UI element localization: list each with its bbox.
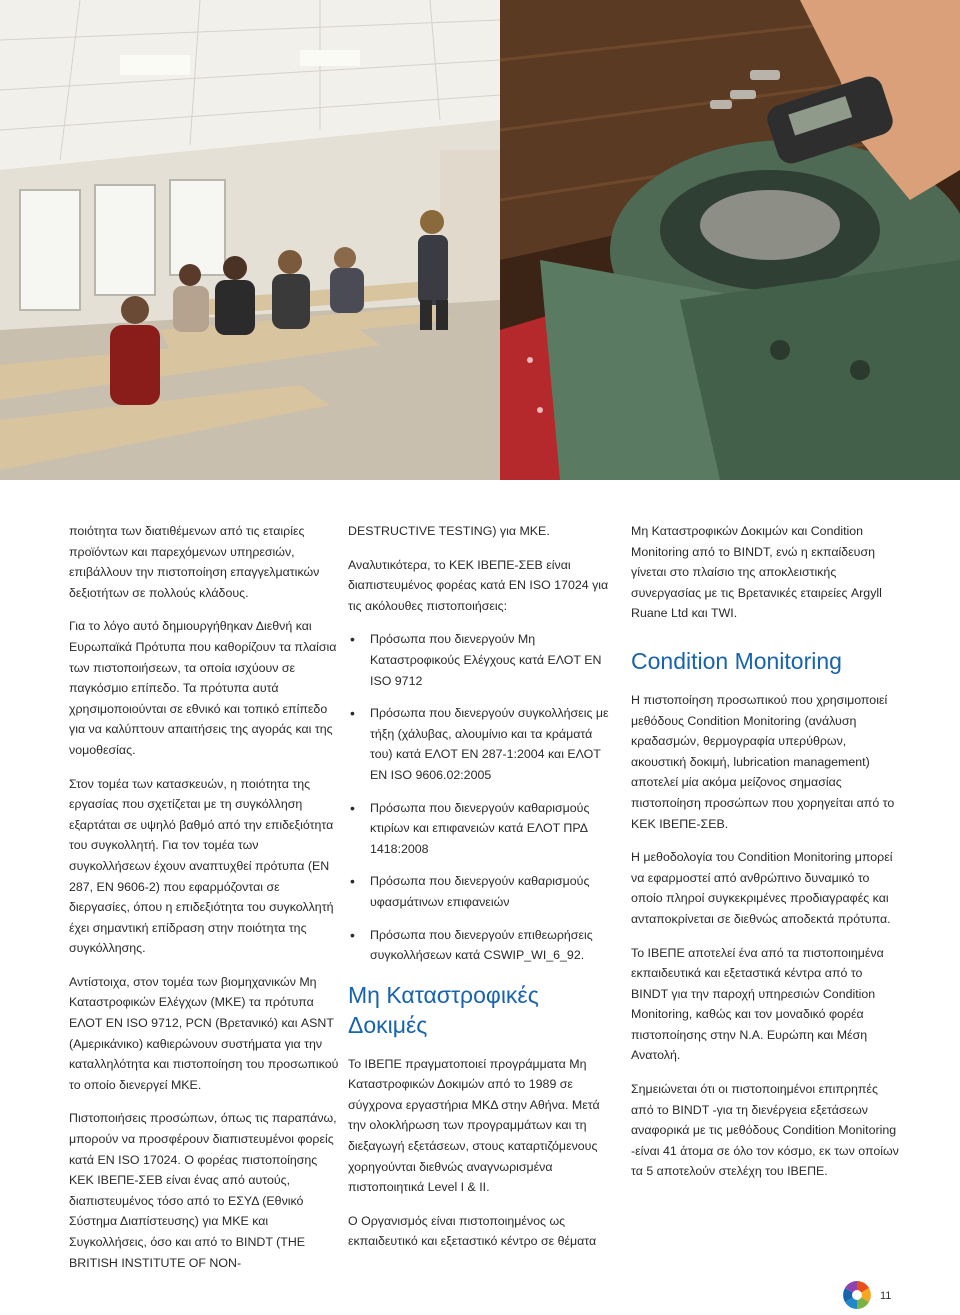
text-column-2 xyxy=(348,521,616,1265)
section-heading-condition-monitoring: Condition Monitoring xyxy=(631,647,842,674)
section-heading-ndt: Μη Καταστροφικές Δοκιμές xyxy=(348,981,539,1038)
text-column-3 xyxy=(631,521,901,1195)
classroom-photo xyxy=(0,0,500,480)
paragraph: Αντίστοιχα, στον τομέα των βιομηχανικών Μη Καταστροφικών Ελέγχων (ΜΚΕ) τα πρότυπα ΕΛΟΤ EN ISO 9712, PCN (Βρετανικό) και ASNT (Αμερικάνικο) καθιερώνουν συστήματα για την καταλληλότητα και πιστοποίηση του προσωπικού το οποίο διενεργεί ΜΚΕ. xyxy=(69,974,339,1092)
page-number: 11 xyxy=(880,1290,892,1302)
paragraph: ποιότητα των διατιθέμενων από τις εταιρίες προϊόντων και παρεχόμενων υπηρεσιών, επιβάλλουν την πιστοποίηση επαγγελματικών δεξιοτήτων σε πολλούς κλάδους. xyxy=(69,524,320,600)
paragraph: Το ΙΒΕΠΕ αποτελεί ένα από τα πιστοποιημένα εκπαιδευτικά και εξεταστικά κέντρα από το BINDT για την παροχή υπηρεσιών Condition Monitoring, καθώς και τον μοναδικό φορέα πιστοποίησης στην Ν.Α. Ευρώπη και Μέση Ανατολή. xyxy=(631,945,884,1063)
paragraph: Για το λόγο αυτό δημιουργήθηκαν Διεθνή και Ευρωπαϊκά Πρότυπα που καθορίζουν τα πλαίσια των πιστοποιήσεων, τα οποία ισχύουν σε παγκόσμιο επίπεδο. Τα πρότυπα αυτά χρησιμοποιούνται σε εθνικό και τοπικό επίπεδο για να καλύπτουν απαιτήσεις της αγοράς και της νομοθεσίας. xyxy=(69,619,337,757)
paragraph: Στον τομέα των κατασκευών, η ποιότητα της εργασίας που σχετίζεται με τη συγκόλληση εξαρτάται σε υψηλό βαθμό από την επιδεξιότητα του συγκολλητή. Για τον τομέα των συγκολλήσεων έχουν αναπτυχθεί πρότυπα (EN 287, EN 9606-2) που εφαρμόζονται σε διεργασίες, όπου η επιδεξιότητα του συγκολλητή έχει σημαντική επίδραση στην ποιότητα της συγκόλλησης. xyxy=(69,776,334,956)
paragraph: Η μεθοδολογία του Condition Monitoring μπορεί να εφαρμοστεί από ανθρώπινο δυναμικό το οποίο πληροί συγκεκριμένες προδιαγραφές και ανταποκρίνεται σε διεθνώς αποδεκτά πρότυπα. xyxy=(631,850,893,926)
paragraph: Η πιστοποίηση προσωπικού που χρησιμοποιεί μεθόδους Condition Monitoring (ανάλυση κραδασμών, θερμογραφία υπερύθρων, ακουστική δοκιμή, lubrication management) αποτελεί μία ακόμα μείζονος σημασίας πιστοποίηση προσώπων που χορηγείται από το ΚΕΚ ΙΒΕΠΕ-ΣΕΒ. xyxy=(631,692,895,831)
list-item: • Πρόσωπα που διενεργούν συγκολλήσεις με τήξη (χάλυβας, αλουμίνιο και τα κράματά του) κατά ΕΛΟΤ EN 287-1:2004 και ΕΛΟΤ EN ISO 9606.02:2005 xyxy=(348,703,616,785)
paragraph: DESTRUCTIVE TESTING) για ΜΚΕ. xyxy=(348,524,550,538)
paragraph: Αναλυτικότερα, το ΚΕΚ ΙΒΕΠΕ-ΣΕΒ είναι διαπιστευμένος φορέας κατά EN ISO 17024 για τις ακόλουθες πιστοποιήσεις: xyxy=(348,557,609,613)
list-item: • Πρόσωπα που διενεργούν καθαρισμούς κτιρίων και επιφανειών κατά ΕΛΟΤ ΠΡΔ 1418:2008 xyxy=(348,798,616,860)
list-item: • Πρόσωπα που διενεργούν Μη Καταστροφικούς Ελέγχους κατά ΕΛΟΤ EN ISO 9712 xyxy=(348,629,616,691)
paragraph: Ο Οργανισμός είναι πιστοποιημένος ως εκπαιδευτικό και εξεταστικό κέντρο σε θέματα xyxy=(348,1213,597,1249)
list-item: • Πρόσωπα που διενεργούν επιθεωρήσεις συγκολλήσεων κατά CSWIP_WI_6_92. xyxy=(348,925,616,966)
paragraph: Σημειώνεται ότι οι πιστοποιημένοι επιπρηπές από το BINDT -για τη διενέργεια εξετάσεων αναφορικά με τις μεθόδους Condition Monitoring -είναι 41 άτομα σε όλο τον κόσμο, εκ των οποίων τα 5 αποτελούν στελέχη του ΙΒΕΠΕ. xyxy=(631,1082,899,1179)
ndt-inspection-photo xyxy=(500,0,960,480)
paragraph: Μη Καταστροφικών Δοκιμών και Condition Monitoring από το BINDT, ενώ η εκπαίδευση γίνεται στο πλαίσιο της αποκλειστικής συνεργασίας με τις Βρετανικές εταιρείες Argyll Ruane Ltd και TWI. xyxy=(631,524,882,621)
text-column-1 xyxy=(69,521,343,1286)
paragraph: Πιστοποιήσεις προσώπων, όπως τις παραπάνω, μπορούν να προσφέρουν διαπιστευμένοι φορείς κατά EN ISO 17024. Ο φορέας πιστοποίησης ΚΕΚ ΙΒΕΠΕ-ΣΕΒ είναι ένας από αυτούς, διαπιστευμένος τόσο από το ΕΣΥΔ (Εθνικό Σύστημα Διαπίστευσης) για ΜΚΕ και Συγκολλήσεις, όσο και από το BINDT (THE BRITISH INSTITUTE OF NON- xyxy=(69,1111,337,1270)
logo-icon xyxy=(842,1280,872,1310)
certification-list xyxy=(348,629,616,965)
list-item: • Πρόσωπα που διενεργούν καθαρισμούς υφασμάτινων επιφανειών xyxy=(348,871,616,912)
paragraph: Το ΙΒΕΠΕ πραγματοποιεί προγράμματα Μη Καταστροφικών Δοκιμών από το 1989 σε σύγχρονα εργαστήρια ΜΚΔ στην Αθήνα. Μετά την ολοκλήρωση των προγραμμάτων και τη διεξαγωγή εξετάσεων, στους καταρτιζόμενους χορηγούνται διεθνώς αναγνωρισμένα πιστοποιητικά Level I & II. xyxy=(348,1056,600,1195)
